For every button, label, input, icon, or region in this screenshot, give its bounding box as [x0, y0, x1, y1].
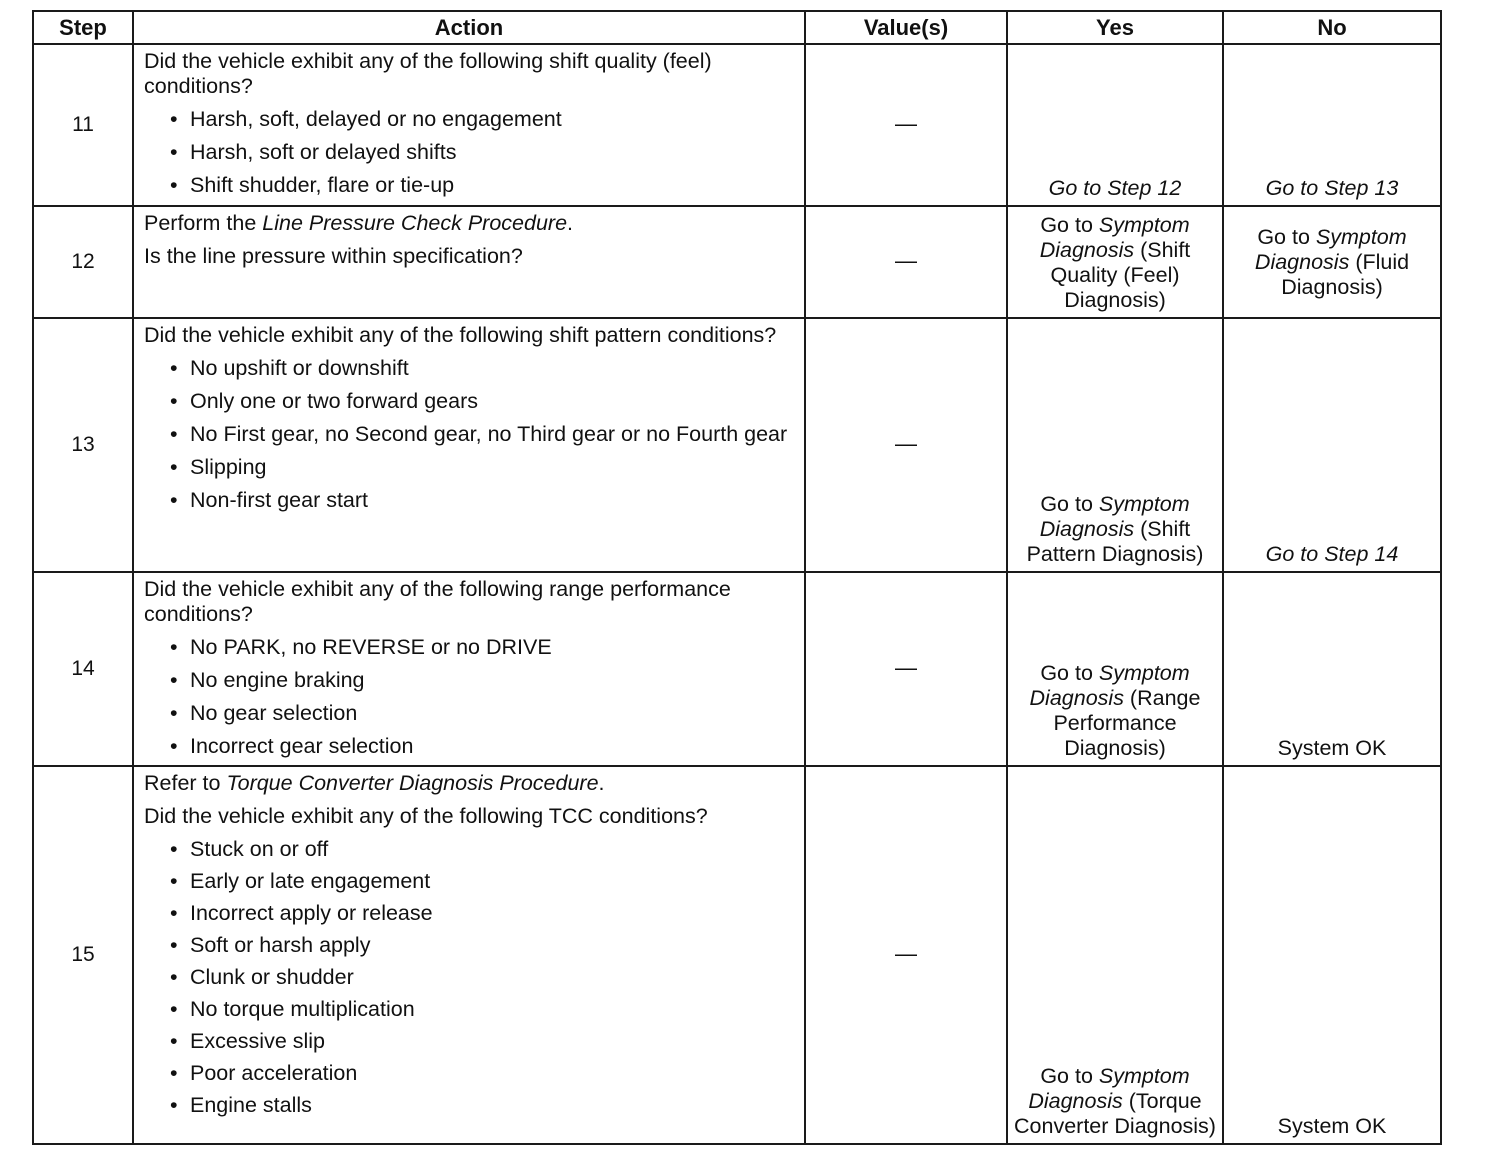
list-item: • Incorrect gear selection	[166, 734, 796, 759]
yes-suffix: (Shift Quality (Feel) Diagnosis)	[1050, 238, 1191, 312]
action-text: Did the vehicle exhibit any of the following shift pattern conditions?	[144, 323, 777, 347]
no-suffix: (Fluid Diagnosis)	[1281, 249, 1410, 299]
list-item: • Early or late engagement	[166, 869, 796, 894]
list-item: • Poor acceleration	[166, 1061, 796, 1086]
step-number: 14	[33, 572, 133, 766]
step-number: 12	[33, 206, 133, 318]
header-action: Action	[133, 11, 805, 44]
table-row	[33, 766, 1441, 1144]
action-text	[144, 211, 796, 236]
list-item: • Excessive slip	[166, 1029, 796, 1054]
procedure-link[interactable]: Line Pressure Check Procedure	[262, 211, 568, 235]
action-text-plain: Refer to	[144, 771, 227, 795]
no-prefix: Go to	[1257, 224, 1316, 249]
yes-cell	[1007, 318, 1223, 572]
yes-prefix: Go to	[1040, 661, 1099, 685]
yes-prefix: Go to	[1040, 213, 1099, 237]
no-link[interactable]: Go to Step 13	[1265, 176, 1399, 200]
yes-cell	[1007, 572, 1223, 766]
procedure-link[interactable]: Torque Converter Diagnosis Procedure	[226, 771, 599, 795]
yes-link[interactable]: Go to Step 12	[1048, 176, 1182, 200]
value-cell	[805, 206, 1007, 318]
list-item: • No First gear, no Second gear, no Third gear or no Fourth gear	[166, 422, 796, 447]
list-item: • Only one or two forward gears	[166, 389, 796, 414]
step-number: 13	[33, 318, 133, 572]
no-cell	[1223, 44, 1441, 206]
list-item: • Incorrect apply or release	[166, 901, 796, 926]
list-item: • Shift shudder, flare or tie-up	[166, 173, 796, 198]
action-cell	[133, 44, 805, 206]
no-cell	[1223, 318, 1441, 572]
value-dash: —	[895, 431, 917, 456]
no-result: System OK	[1277, 736, 1387, 760]
value-cell	[805, 318, 1007, 572]
yes-cell	[1007, 206, 1223, 318]
yes-link[interactable]: Symptom Diagnosis	[1029, 661, 1190, 710]
action-cell	[133, 318, 805, 572]
yes-link[interactable]: Symptom Diagnosis	[1039, 213, 1190, 262]
table-row	[33, 206, 1441, 318]
list-item: • Harsh, soft or delayed shifts	[166, 140, 796, 165]
yes-suffix: (Torque Converter Diagnosis)	[1014, 1089, 1216, 1138]
table-row	[33, 318, 1441, 572]
list-item: • No PARK, no REVERSE or no DRIVE	[166, 635, 796, 660]
action-text	[144, 771, 796, 796]
diagnostic-table	[32, 10, 1442, 1145]
action-question: Did the vehicle exhibit any of the following TCC conditions?	[144, 804, 708, 828]
list-item: • No gear selection	[166, 701, 796, 726]
list-item: • Harsh, soft, delayed or no engagement	[166, 107, 796, 132]
header-yes: Yes	[1007, 11, 1223, 44]
action-cell	[133, 572, 805, 766]
action-text-rest: .	[567, 211, 574, 235]
list-item: • Slipping	[166, 455, 796, 480]
yes-prefix: Go to	[1040, 492, 1099, 516]
list-item: • Soft or harsh apply	[166, 933, 796, 958]
header-value: Value(s)	[805, 11, 1007, 44]
value-dash: —	[895, 655, 917, 680]
action-question: Is the line pressure within specification?	[144, 244, 523, 268]
yes-suffix: (Shift Pattern Diagnosis)	[1026, 517, 1204, 566]
no-cell	[1223, 766, 1441, 1144]
action-text: Did the vehicle exhibit any of the following range performance conditions?	[144, 577, 731, 626]
list-item: • No torque multiplication	[166, 997, 796, 1022]
list-item: • Engine stalls	[166, 1093, 796, 1118]
list-item: • Clunk or shudder	[166, 965, 796, 990]
list-item: • Non-first gear start	[166, 488, 796, 513]
action-cell	[133, 206, 805, 318]
yes-suffix: (Range Performance Diagnosis)	[1053, 686, 1201, 760]
condition-list	[144, 356, 796, 513]
header-step: Step	[33, 11, 133, 44]
value-dash: —	[895, 941, 917, 966]
action-text-plain: Perform the	[144, 211, 263, 235]
yes-prefix: Go to	[1040, 1064, 1099, 1088]
list-item: • Stuck on or off	[166, 837, 796, 862]
yes-link[interactable]: Symptom Diagnosis	[1028, 1064, 1190, 1113]
no-cell	[1223, 572, 1441, 766]
header-row	[33, 11, 1441, 44]
yes-link[interactable]: Symptom Diagnosis	[1039, 492, 1190, 541]
no-result: System OK	[1277, 1114, 1387, 1138]
step-number: 15	[33, 766, 133, 1144]
table-row	[33, 44, 1441, 206]
header-no: No	[1223, 11, 1441, 44]
list-item: • No upshift or downshift	[166, 356, 796, 381]
condition-list	[144, 107, 796, 198]
value-cell	[805, 766, 1007, 1144]
no-link[interactable]: Go to Step 14	[1265, 542, 1399, 566]
table-row	[33, 572, 1441, 766]
list-item: • No engine braking	[166, 668, 796, 693]
step-number: 11	[33, 44, 133, 206]
value-cell	[805, 572, 1007, 766]
action-text-rest: .	[598, 771, 605, 795]
action-cell	[133, 766, 805, 1144]
no-link[interactable]: Symptom Diagnosis	[1254, 224, 1407, 274]
value-dash: —	[895, 111, 917, 136]
yes-cell	[1007, 44, 1223, 206]
action-text: Did the vehicle exhibit any of the following shift quality (feel) conditions?	[144, 49, 712, 98]
value-dash: —	[895, 248, 917, 273]
yes-cell	[1007, 766, 1223, 1144]
value-cell	[805, 44, 1007, 206]
condition-list	[144, 837, 796, 1118]
condition-list	[144, 635, 796, 759]
no-cell	[1223, 206, 1441, 318]
